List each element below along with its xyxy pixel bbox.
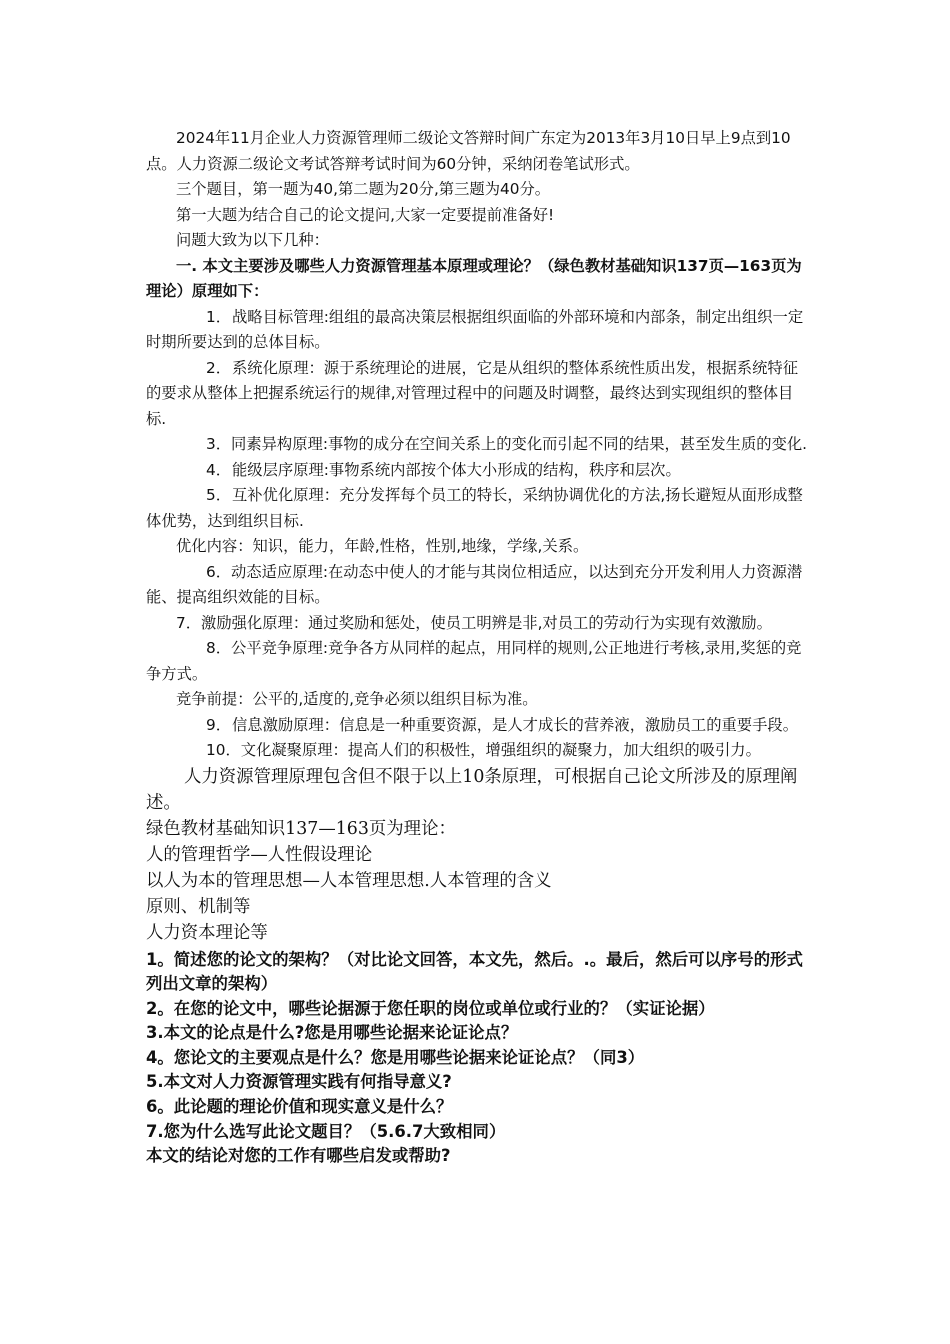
intro-scoring: 三个题目，第一题为40,第二题为20分,第三题为40分。 [176, 180, 551, 198]
optimize-content: 优化内容：知识，能力，年龄,性格，性别,地缘，学缘,关系。 [176, 537, 589, 555]
intro-note: 第一大题为结合自己的论文提问,大家一定要提前准备好! [176, 205, 555, 224]
question-item: 本文的结论对您的工作有哪些启发或帮助? [146, 1146, 451, 1166]
document-page [146, 126, 810, 1169]
principle-item: 4．能级层序原理:事物系统内部按个体大小形成的结构，秩序和层次。 [206, 460, 681, 479]
theory-line: 人的管理哲学—人性假设理论 [146, 844, 373, 865]
principles-summary: 人力资源管理原理包含但不限于以上10条原理，可根据自己论文所涉及的原理阐述。 [146, 766, 798, 813]
section-one-heading: 一. 本文主要涉及哪些人力资源管理基本原理或理论？（绿色教材基础知识137页—163页为理论）原理如下： [146, 256, 802, 300]
principle-item: 1．战略目标管理:组组的最高决策层根据组织面临的外部环境和内部条，制定出组织一定时期所要达到的总体目标。 [146, 307, 804, 351]
intro-paragraph: 2024年11月企业人力资源管理师二级论文答辩时间广东定为2013年3月10日早上9点到10点。人力资源二级论文考试答辩考试时间为60分钟，采纳闭卷笔试形式。 [146, 129, 791, 173]
principle-item: 5．互补优化原理：充分发挥每个员工的特长，采纳协调优化的方法,扬长避短从面形成整体优势，达到组织目标. [146, 486, 803, 530]
intro-question-types: 问题大致为以下几种： [176, 231, 329, 249]
question-item: 4。您论文的主要观点是什么？您是用哪些论据来论证论点？（同3） [146, 1047, 645, 1067]
theory-line: 原则、机制等 [146, 896, 251, 917]
principle-item: 6．动态适应原理:在动态中使人的才能与其岗位相适应，以达到充分开发利用人力资源潜能、提高组织效能的目标。 [146, 562, 803, 606]
theory-line: 以人为本的管理思想—人本管理思想.人本管理的含义 [146, 870, 552, 891]
theory-line: 绿色教材基础知识137—163页为理论： [146, 818, 456, 839]
competition-premise: 竞争前提：公平的,适度的,竞争必须以组织目标为准。 [176, 690, 538, 708]
question-item: 7.您为什么选写此论文题目？（5.6.7大致相同） [146, 1121, 506, 1141]
principle-item: 2．系统化原理：源于系统理论的进展，它是从组织的整体系统性质出发，根据系统特征的要求从整体上把握系统运行的规律,对管理过程中的问题及时调整，最终达到实现组织的整体目标. [146, 358, 798, 428]
question-item: 3.本文的论点是什么?您是用哪些论据来论证论点？ [146, 1023, 518, 1043]
principle-item: 8．公平竞争原理:竞争各方从同样的起点，用同样的规则,公正地进行考核,录用,奖惩的竞争方式。 [146, 639, 802, 683]
question-item: 6。此论题的理论价值和现实意义是什么？ [146, 1097, 453, 1117]
principle-item: 9．信息激励原理：信息是一种重要资源，是人才成长的营养液，激励员工的重要手段。 [206, 715, 798, 734]
theory-line: 人力资本理论等 [146, 922, 268, 943]
principle-item: 3．同素异构原理:事物的成分在空间关系上的变化而引起不同的结果，甚至发生质的变化. [206, 435, 808, 453]
question-item: 1。简述您的论文的架构？（对比论文回答，本文先，然后。.。最后，然后可以序号的形式列出文章的架构） [146, 949, 803, 994]
question-item: 2。在您的论文中，哪些论据源于您任职的岗位或单位或行业的？（实证论据） [146, 998, 715, 1018]
principle-item: 7．激励强化原理：通过奖励和惩处，使员工明辨是非,对员工的劳动行为实现有效激励。 [176, 613, 772, 632]
principle-item: 10．文化凝聚原理：提高人们的积极性，增强组织的凝聚力，加大组织的吸引力。 [206, 741, 761, 759]
question-item: 5.本文对人力资源管理实践有何指导意义? [146, 1072, 452, 1092]
